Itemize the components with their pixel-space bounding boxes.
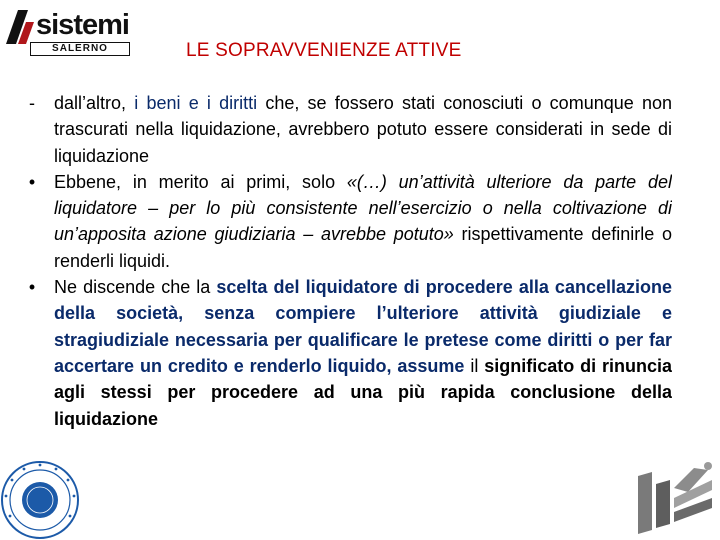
bullet-text-run: Ne discende che la bbox=[54, 277, 217, 298]
logo-location: SALERNO bbox=[30, 42, 130, 56]
bullet-marker: • bbox=[28, 171, 36, 192]
bullet-text-run: che, se fossero stati conosciuti o comunque non trascurati nella liquidazione, avrebbero potuto essere considerati in sede di liquidazione bbox=[54, 93, 672, 166]
slide-body bbox=[22, 90, 672, 462]
sistemi-logo bbox=[4, 4, 134, 60]
logo-wordmark: sistemi bbox=[36, 9, 129, 41]
bullet-marker: • bbox=[28, 277, 36, 298]
bullet-text-run: il bbox=[464, 355, 485, 376]
brand-mark-icon bbox=[632, 458, 716, 536]
bullet-text-run: i beni e i diritti bbox=[134, 93, 258, 113]
bullet-text-run: dall’altro, bbox=[54, 93, 135, 113]
bullet-text-run: Ebbene, in merito ai primi, solo bbox=[54, 171, 347, 192]
bullet-text-run: «(…) un’attività ulteriore da parte del liquidatore – per lo più consistente nell’esercizio o nella coltivazione di un’apposita azione giudiziaria – avrebbe potuto» bbox=[54, 171, 672, 245]
bullet-text-run: scelta del liquidatore di procedere alla cancellazione della società, senza compiere l’ulteriore attività giudiziale e stragiudiziale necessaria per qualificare le pretese come diritti o per far accertare un credito e renderlo liquido, assume bbox=[54, 277, 672, 376]
logo-symbol-icon bbox=[4, 8, 38, 46]
bullet-text-run: rispettivamente definirle o renderli liquidi. bbox=[54, 224, 672, 271]
bullet-item bbox=[22, 169, 672, 274]
bullet-marker: - bbox=[29, 93, 35, 113]
slide-title: LE SOPRAVVENIENZE ATTIVE bbox=[186, 40, 462, 61]
order-seal-icon bbox=[0, 456, 86, 540]
bullet-item bbox=[22, 90, 672, 169]
bullet-text-run: significato di rinuncia agli stessi per procedere ad una più rapida conclusione della liquidazione bbox=[54, 355, 672, 429]
bullet-item bbox=[22, 274, 672, 432]
